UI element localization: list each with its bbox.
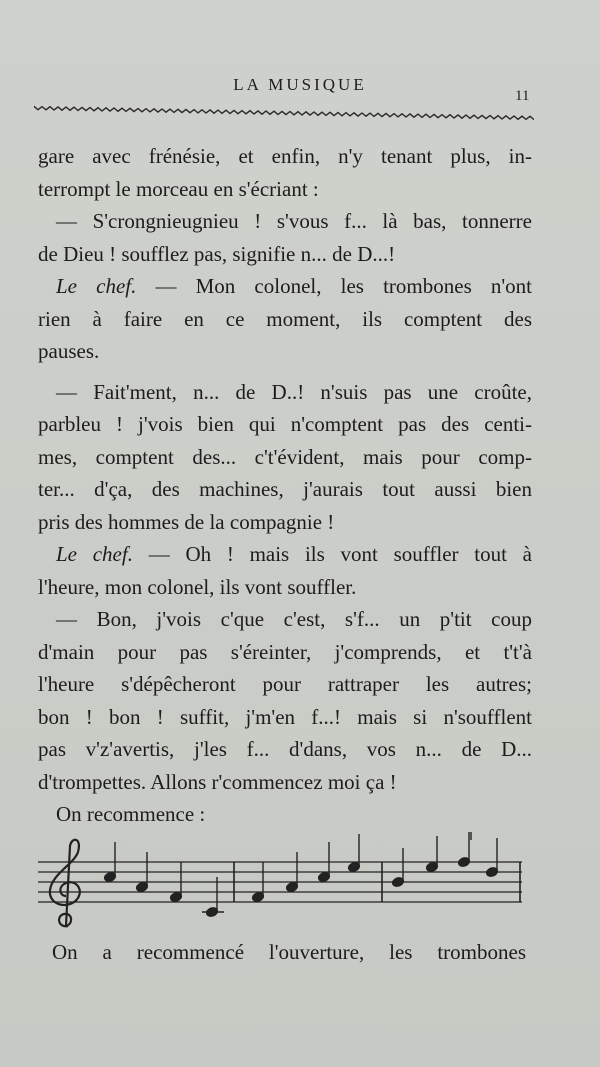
text-line: On recommence :	[56, 802, 206, 826]
note	[425, 836, 438, 873]
text-line: — Bon, j'vois c'que c'est, s'f... un p'tit coup	[56, 607, 532, 631]
text-line: gare avec frénésie, et enfin, n'y tenant plus, in-	[38, 144, 532, 168]
text-line: — Fait'ment, n... de D..! n'suis pas une croûte,	[56, 379, 532, 404]
text-line: pauses.	[38, 339, 100, 363]
page-number: 11	[515, 88, 530, 104]
notes	[103, 832, 498, 918]
text-line: rien à faire en ce moment, ils comptent des	[38, 306, 532, 331]
speaker-label: Le chef.	[56, 274, 137, 298]
note	[457, 832, 471, 868]
treble-clef-icon	[50, 840, 80, 926]
text-line: l'heure s'dépêcheront pour rattraper les autres;	[38, 672, 532, 696]
text-line: de Dieu ! soufflez pas, signifie n... de D...!	[38, 241, 396, 266]
text-line: parbleu ! j'vois bien qui n'comptent pas des centi-	[38, 412, 532, 436]
text-line: mes, comptent des... c't'évident, mais pour comp-	[38, 444, 532, 469]
text-line	[38, 538, 532, 571]
text-line: pris des hommes de la compagnie !	[38, 509, 335, 534]
note	[202, 877, 224, 918]
text-line: — S'crongnieugnieu ! s'vous f... là bas, tonnerre	[56, 209, 532, 233]
note	[391, 848, 404, 888]
text-line: bon ! bon ! suffit, j'm'en f...! mais si n'soufflent	[38, 704, 532, 729]
wavy-rule-ornament	[34, 100, 534, 126]
text-line	[38, 270, 532, 303]
text-span: — Mon colonel, les trombones n'ont	[155, 274, 532, 298]
text-line: terrompt le morceau en s'écriant :	[38, 176, 319, 201]
note	[485, 838, 498, 878]
final-text-line: On a recommencé l'ouverture, les trombones	[52, 940, 526, 964]
staff-lines	[38, 862, 522, 902]
text-line: l'heure, mon colonel, ils vont souffler.	[38, 574, 357, 599]
music-staff-figure	[34, 828, 528, 940]
text-line: ter... d'ça, des machines, j'aurais tout aussi bien	[38, 477, 532, 501]
text-line: d'trompettes. Allons r'commencez moi ça !	[38, 769, 397, 794]
running-title: LA MUSIQUE	[233, 75, 367, 94]
text-span: — Oh ! mais ils vont souffler tout à	[148, 542, 532, 566]
text-line: pas v'z'avertis, j'les f... d'dans, vos n... de D...	[38, 737, 532, 761]
text-line: d'main pour pas s'éreinter, j'comprends, et t't'à	[38, 639, 532, 664]
note	[347, 834, 360, 873]
body-text	[38, 140, 532, 831]
speaker-label: Le chef.	[56, 542, 133, 566]
